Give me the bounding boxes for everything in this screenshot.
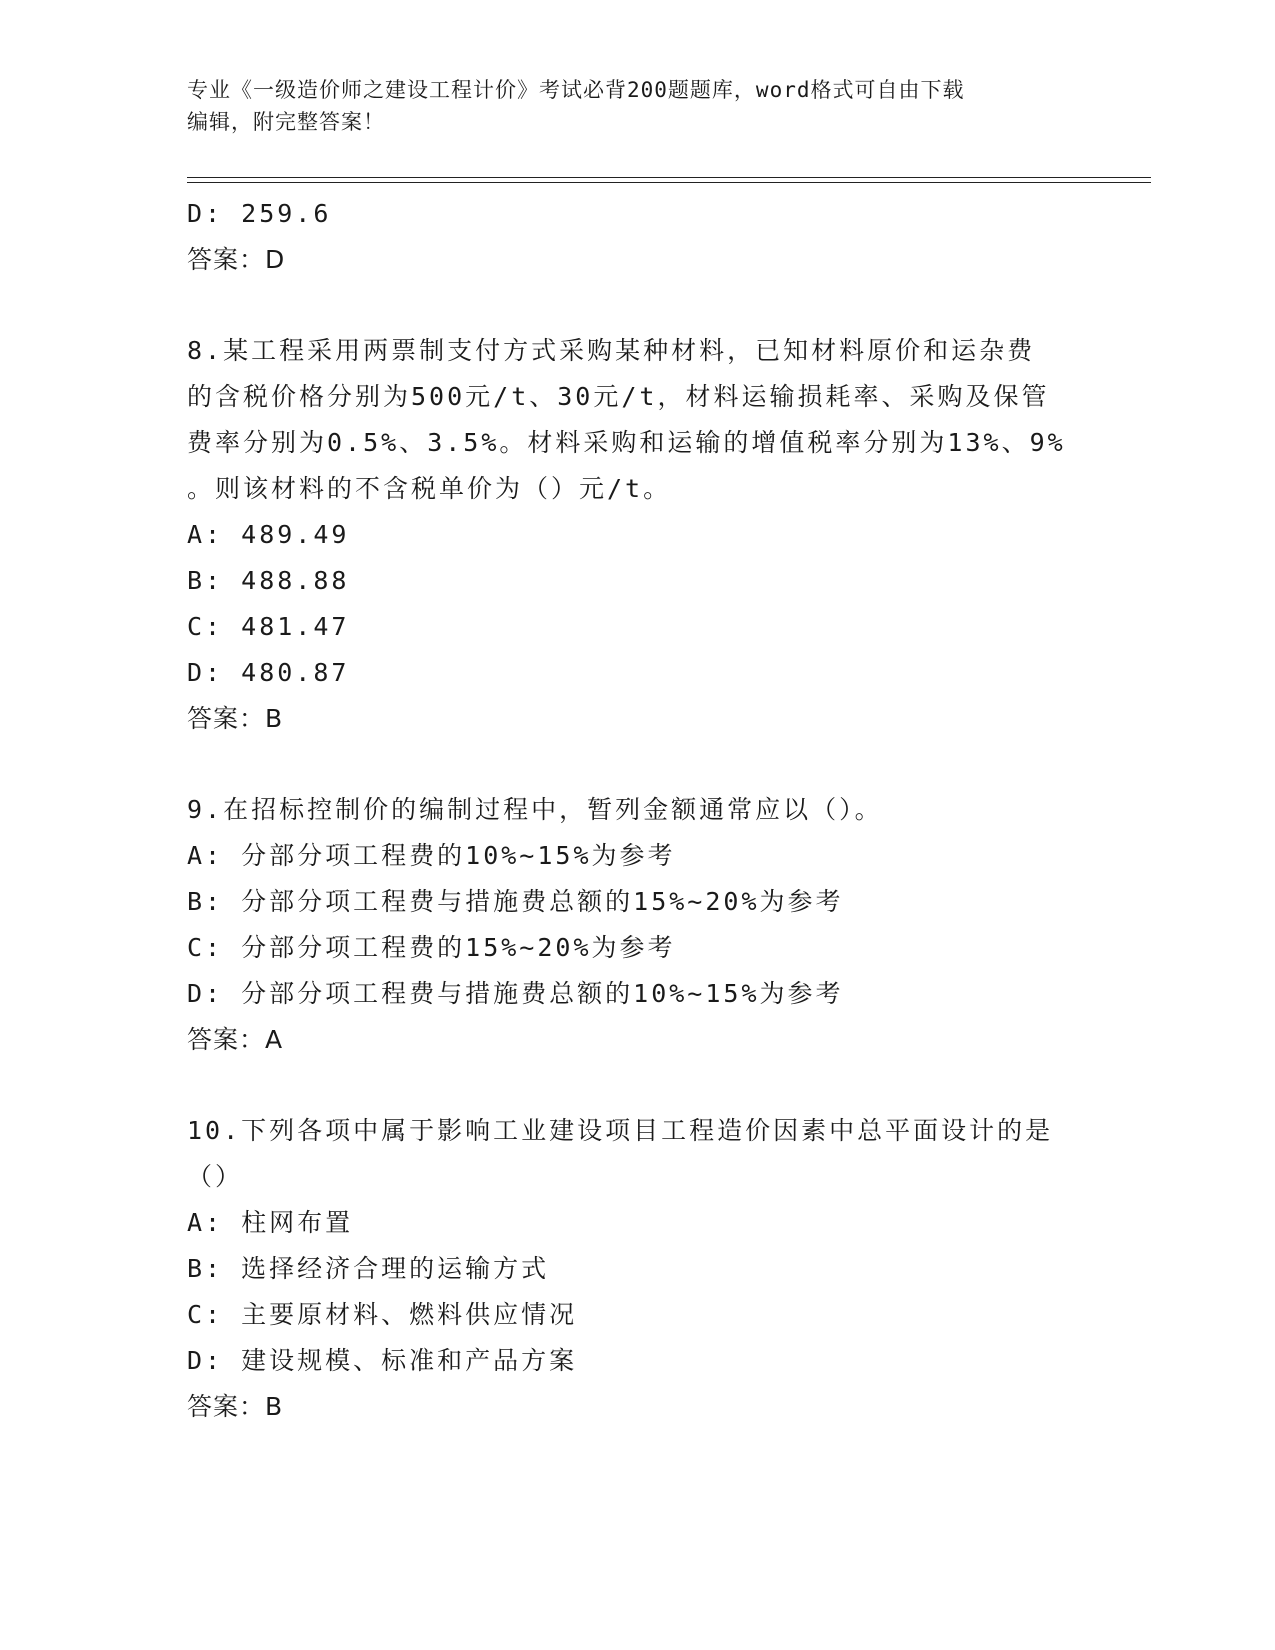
- question-9: [187, 787, 1087, 1063]
- question-stem-line: （）: [187, 1162, 244, 1191]
- option-d: D: 建设规模、标准和产品方案: [187, 1346, 578, 1375]
- answer: 答案：A: [187, 1025, 284, 1054]
- option-c: C: 分部分项工程费的15%~20%为参考: [187, 933, 676, 962]
- header-line-2: 编辑，附完整答案！: [187, 110, 385, 134]
- option-a: A: 柱网布置: [187, 1208, 354, 1237]
- option-c: C: 主要原材料、燃料供应情况: [187, 1300, 578, 1329]
- question-stem-line: 10.下列各项中属于影响工业建设项目工程造价因素中总平面设计的是: [187, 1116, 1054, 1145]
- option-d: D: 分部分项工程费与措施费总额的10%~15%为参考: [187, 979, 844, 1008]
- option-b: B: 分部分项工程费与措施费总额的15%~20%为参考: [187, 887, 844, 916]
- question-stem-line: 9.在招标控制价的编制过程中，暂列金额通常应以（）。: [187, 795, 883, 824]
- option-a: A: 489.49: [187, 520, 350, 549]
- question-10: [187, 1108, 1087, 1430]
- question-stem-line: 。则该材料的不含税单价为（）元/t。: [187, 474, 672, 503]
- spacer: [187, 283, 1087, 328]
- question-stem-line: 8.某工程采用两票制支付方式采购某种材料，已知材料原价和运杂费: [187, 336, 1036, 365]
- header-divider-top: [187, 177, 1151, 178]
- question-content: [187, 191, 1087, 1430]
- prev-option-d: D: 259.6: [187, 199, 332, 228]
- option-b: B: 选择经济合理的运输方式: [187, 1254, 550, 1283]
- option-d: D: 480.87: [187, 658, 350, 687]
- answer: 答案：B: [187, 704, 284, 733]
- answer: 答案：B: [187, 1392, 284, 1421]
- spacer: [187, 742, 1087, 787]
- document-header: [187, 74, 1087, 138]
- option-c: C: 481.47: [187, 612, 350, 641]
- question-stem-line: 费率分别为0.5%、3.5%。材料采购和运输的增值税率分别为13%、9%: [187, 428, 1066, 457]
- option-a: A: 分部分项工程费的10%~15%为参考: [187, 841, 676, 870]
- question-stem-line: 的含税价格分别为500元/t、30元/t，材料运输损耗率、采购及保管: [187, 382, 1050, 411]
- header-divider-bottom: [187, 182, 1151, 183]
- option-b: B: 488.88: [187, 566, 350, 595]
- spacer: [187, 1063, 1087, 1108]
- prev-answer: 答案：D: [187, 245, 286, 274]
- question-8: [187, 328, 1087, 742]
- header-line-1: 专业《一级造价师之建设工程计价》考试必背200题题库，word格式可自由下载: [187, 78, 965, 102]
